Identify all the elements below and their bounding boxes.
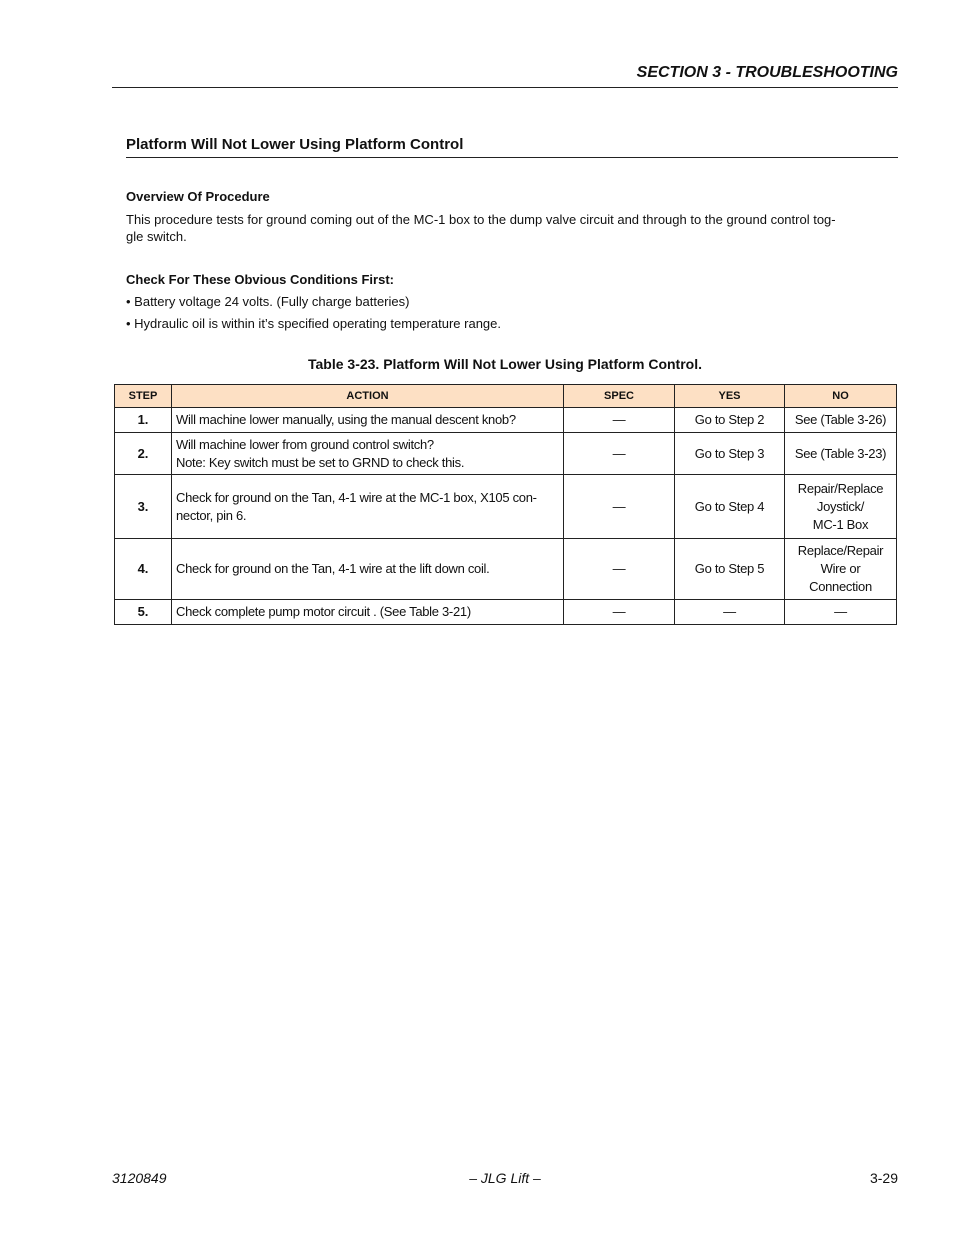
condition-item-hydraulic-oil: • Hydraulic oil is within it’s specified operating temperature range.	[126, 316, 501, 331]
no-cell	[785, 475, 897, 539]
overview-text	[126, 211, 898, 245]
yes-cell: Go to Step 2	[675, 408, 785, 433]
overview-text-line-2: gle switch.	[126, 229, 187, 244]
step-cell: 3.	[115, 475, 172, 539]
action-line: Note: Key switch must be set to GRND to check this.	[176, 454, 465, 470]
column-header-no: NO	[785, 385, 897, 408]
spec-cell: —	[564, 475, 675, 539]
yes-cell: Go to Step 5	[675, 539, 785, 600]
column-header-yes: YES	[675, 385, 785, 408]
table-row	[115, 600, 897, 625]
no-cell	[785, 433, 897, 475]
action-line: Will machine lower manually, using the manual descent knob?	[176, 412, 516, 427]
yes-cell: —	[675, 600, 785, 625]
conditions-heading: Check For These Obvious Conditions First:	[126, 272, 394, 287]
no-cell	[785, 408, 897, 433]
no-line: Connection	[809, 579, 872, 594]
no-line: —	[834, 604, 847, 619]
no-line: See (Table 3-23)	[794, 445, 887, 461]
table-row	[115, 475, 897, 539]
action-cell	[172, 539, 564, 600]
no-line: See (Table 3-26)	[794, 412, 887, 427]
overview-heading: Overview Of Procedure	[126, 189, 270, 204]
condition-item-battery: • Battery voltage 24 volts. (Fully charge batteries)	[126, 294, 410, 309]
action-cell	[172, 433, 564, 475]
step-cell: 2.	[115, 433, 172, 475]
column-header-action: ACTION	[172, 385, 564, 408]
column-header-step: STEP	[115, 385, 172, 408]
troubleshooting-table	[114, 384, 897, 625]
overview-text-line-1: This procedure tests for ground coming out of the MC-1 box to the dump valve circuit and through to the ground control tog-	[126, 212, 836, 227]
document-number: 3120849	[112, 1170, 167, 1186]
step-cell: 5.	[115, 600, 172, 625]
table-row	[115, 539, 897, 600]
action-line: Check for ground on the Tan, 4-1 wire at the lift down coil.	[176, 561, 490, 576]
page-title: Platform Will Not Lower Using Platform Control	[126, 136, 898, 158]
action-cell	[172, 408, 564, 433]
action-line: Check complete pump motor circuit . (See Table 3-21)	[176, 604, 471, 619]
no-line: Joystick/	[816, 498, 865, 514]
action-cell	[172, 475, 564, 539]
table-header-row	[115, 385, 897, 408]
no-cell	[785, 539, 897, 600]
conditions-list	[126, 293, 501, 337]
action-line: nector, pin 6.	[176, 507, 247, 523]
action-cell	[172, 600, 564, 625]
step-cell: 1.	[115, 408, 172, 433]
section-header: SECTION 3 - TROUBLESHOOTING	[112, 64, 898, 88]
page-number: 3-29	[869, 1170, 898, 1186]
table-row	[115, 408, 897, 433]
table-row	[115, 433, 897, 475]
action-line: Check for ground on the Tan, 4-1 wire at the MC-1 box, X105 con-	[176, 489, 537, 505]
yes-cell: Go to Step 3	[675, 433, 785, 475]
footer-brand: – JLG Lift –	[469, 1170, 541, 1186]
spec-cell: —	[564, 600, 675, 625]
no-line: Wire or	[820, 561, 861, 576]
yes-cell: Go to Step 4	[675, 475, 785, 539]
spec-cell: —	[564, 539, 675, 600]
step-cell: 4.	[115, 539, 172, 600]
table-title: Table 3-23. Platform Will Not Lower Using Platform Control.	[308, 356, 702, 372]
no-line: MC-1 Box	[812, 516, 869, 532]
no-cell	[785, 600, 897, 625]
no-line: Replace/Repair	[797, 543, 884, 558]
no-line: Repair/Replace	[797, 480, 884, 496]
column-header-spec: SPEC	[564, 385, 675, 408]
action-line: Will machine lower from ground control switch?	[176, 436, 434, 452]
spec-cell: —	[564, 433, 675, 475]
spec-cell: —	[564, 408, 675, 433]
